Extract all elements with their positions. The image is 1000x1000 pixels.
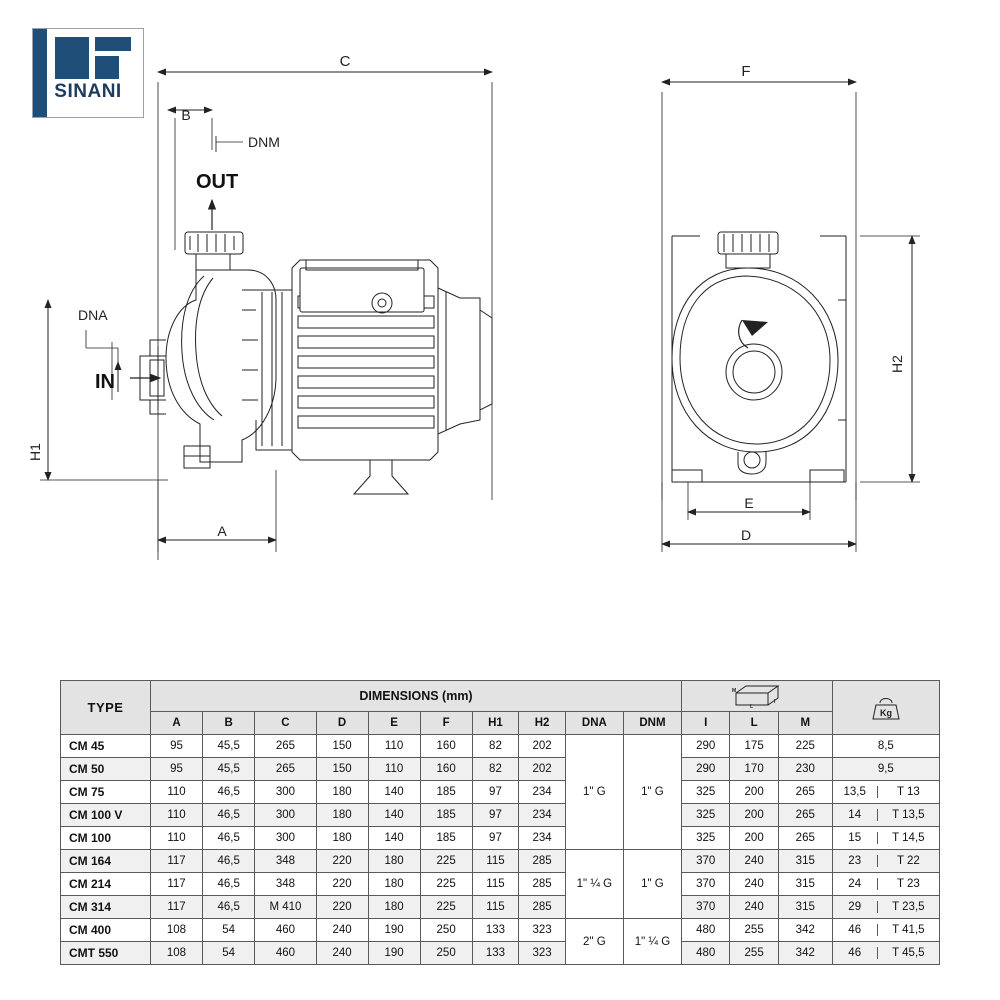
cell-dna: 2" G (565, 919, 623, 965)
cell-type: CM 50 (61, 758, 151, 781)
cell-d: 180 (316, 827, 368, 850)
cell-d: 240 (316, 942, 368, 965)
cell-f: 185 (420, 804, 472, 827)
cell-b: 46,5 (203, 781, 255, 804)
dim-label-f: F (741, 63, 751, 80)
cell-weight: 29 T 23,5 (832, 896, 939, 919)
cell-h2: 234 (519, 804, 566, 827)
cell-f: 185 (420, 781, 472, 804)
cell-f: 250 (420, 942, 472, 965)
cell-e: 140 (368, 804, 420, 827)
cell-i: 325 (682, 781, 730, 804)
dim-label-dnm: DNM (248, 134, 280, 150)
cell-i: 370 (682, 873, 730, 896)
svg-text:L: L (749, 704, 753, 709)
header-col-dna: DNA (565, 712, 623, 735)
cell-h1: 97 (472, 827, 519, 850)
cell-h2: 202 (519, 735, 566, 758)
cell-c: M 410 (255, 896, 316, 919)
cell-e: 190 (368, 942, 420, 965)
cell-h1: 115 (472, 896, 519, 919)
svg-text:I: I (773, 699, 776, 705)
table-header-row-2 (61, 712, 940, 735)
cell-i: 290 (682, 758, 730, 781)
cell-i: 370 (682, 850, 730, 873)
cell-e: 180 (368, 850, 420, 873)
cell-type: CM 214 (61, 873, 151, 896)
cell-type: CM 314 (61, 896, 151, 919)
cell-l: 170 (730, 758, 778, 781)
dimensions-table-wrapper (60, 680, 940, 965)
cell-b: 46,5 (203, 850, 255, 873)
cell-a: 110 (150, 827, 202, 850)
cell-m: 265 (778, 827, 832, 850)
cell-a: 117 (150, 850, 202, 873)
cell-m: 225 (778, 735, 832, 758)
cell-a: 95 (150, 735, 202, 758)
header-col-m: M (778, 712, 832, 735)
cell-d: 180 (316, 781, 368, 804)
cell-a: 95 (150, 758, 202, 781)
cell-c: 265 (255, 735, 316, 758)
logo-text: SINANI (54, 81, 122, 102)
cell-b: 46,5 (203, 873, 255, 896)
table-row (61, 758, 940, 781)
cell-h2: 323 (519, 919, 566, 942)
cell-b: 45,5 (203, 735, 255, 758)
dim-label-dna: DNA (78, 307, 108, 323)
cell-f: 160 (420, 758, 472, 781)
cell-a: 110 (150, 781, 202, 804)
table-row (61, 942, 940, 965)
cell-b: 45,5 (203, 758, 255, 781)
header-dimensions: DIMENSIONS (mm) (150, 681, 681, 712)
header-col-dnm: DNM (623, 712, 681, 735)
flow-label-in: IN (95, 371, 115, 393)
table-row (61, 919, 940, 942)
cell-i: 480 (682, 919, 730, 942)
svg-text:Kg: Kg (879, 707, 892, 718)
cell-weight: 9,5 (832, 758, 939, 781)
cell-c: 460 (255, 919, 316, 942)
cell-h2: 285 (519, 850, 566, 873)
cell-b: 54 (203, 942, 255, 965)
cell-dna: 1" ¼ G (565, 850, 623, 919)
table-row (61, 781, 940, 804)
cell-h1: 115 (472, 873, 519, 896)
cell-c: 460 (255, 942, 316, 965)
cell-f: 225 (420, 896, 472, 919)
cell-l: 255 (730, 919, 778, 942)
cell-e: 110 (368, 735, 420, 758)
cell-a: 117 (150, 873, 202, 896)
cell-weight: 13,5 T 13 (832, 781, 939, 804)
cell-weight: 8,5 (832, 735, 939, 758)
header-col-f: F (420, 712, 472, 735)
cell-h1: 82 (472, 758, 519, 781)
cell-c: 348 (255, 873, 316, 896)
cell-a: 110 (150, 804, 202, 827)
cell-weight: 23 T 22 (832, 850, 939, 873)
dim-label-d: D (740, 527, 752, 543)
cell-m: 315 (778, 850, 832, 873)
cell-d: 150 (316, 758, 368, 781)
cell-dnm: 1" G (623, 735, 681, 850)
cell-type: CM 45 (61, 735, 151, 758)
cell-l: 240 (730, 850, 778, 873)
header-col-l: L (730, 712, 778, 735)
header-weight (832, 681, 939, 735)
cell-h1: 133 (472, 919, 519, 942)
dim-label-h2: H2 (889, 355, 905, 373)
cell-f: 225 (420, 873, 472, 896)
cell-e: 180 (368, 896, 420, 919)
cell-type: CM 164 (61, 850, 151, 873)
cell-m: 265 (778, 781, 832, 804)
cell-d: 180 (316, 804, 368, 827)
cell-weight: 14 T 13,5 (832, 804, 939, 827)
cell-e: 140 (368, 827, 420, 850)
cell-l: 175 (730, 735, 778, 758)
cell-d: 150 (316, 735, 368, 758)
cell-f: 250 (420, 919, 472, 942)
cell-i: 325 (682, 827, 730, 850)
cell-f: 225 (420, 850, 472, 873)
cell-a: 108 (150, 942, 202, 965)
cell-m: 315 (778, 873, 832, 896)
cell-dna: 1" G (565, 735, 623, 850)
header-col-h1: H1 (472, 712, 519, 735)
cell-dnm: 1" G (623, 850, 681, 919)
dimensions-table (60, 680, 940, 965)
cell-type: CM 400 (61, 919, 151, 942)
dim-label-a: A (217, 523, 227, 539)
cell-l: 200 (730, 804, 778, 827)
cell-weight: 24 T 23 (832, 873, 939, 896)
cell-a: 117 (150, 896, 202, 919)
cell-d: 240 (316, 919, 368, 942)
cell-h2: 234 (519, 781, 566, 804)
table-row (61, 873, 940, 896)
cell-weight: 46 T 41,5 (832, 919, 939, 942)
cell-m: 265 (778, 804, 832, 827)
cell-type: CM 100 (61, 827, 151, 850)
cell-m: 342 (778, 942, 832, 965)
cell-b: 54 (203, 919, 255, 942)
cell-type: CM 100 V (61, 804, 151, 827)
header-col-h2: H2 (519, 712, 566, 735)
cell-h2: 285 (519, 873, 566, 896)
cell-type: CMT 550 (61, 942, 151, 965)
cell-h1: 115 (472, 850, 519, 873)
cell-d: 220 (316, 896, 368, 919)
cell-type: CM 75 (61, 781, 151, 804)
cell-h1: 97 (472, 804, 519, 827)
cell-c: 265 (255, 758, 316, 781)
cell-i: 480 (682, 942, 730, 965)
header-package-icon (682, 681, 833, 712)
cell-l: 200 (730, 827, 778, 850)
svg-text:M: M (731, 688, 737, 694)
cell-e: 110 (368, 758, 420, 781)
cell-weight: 46 T 45,5 (832, 942, 939, 965)
cell-e: 180 (368, 873, 420, 896)
cell-h1: 97 (472, 781, 519, 804)
table-row (61, 804, 940, 827)
cell-l: 200 (730, 781, 778, 804)
cell-m: 342 (778, 919, 832, 942)
header-col-c: C (255, 712, 316, 735)
header-type: TYPE (61, 681, 151, 735)
cell-f: 185 (420, 827, 472, 850)
table-row (61, 735, 940, 758)
table-row (61, 850, 940, 873)
cell-l: 240 (730, 896, 778, 919)
cell-dnm: 1" ¼ G (623, 919, 681, 965)
cell-h2: 202 (519, 758, 566, 781)
cell-i: 325 (682, 804, 730, 827)
cell-c: 300 (255, 781, 316, 804)
cell-m: 315 (778, 896, 832, 919)
cell-b: 46,5 (203, 896, 255, 919)
table-body (61, 735, 940, 965)
cell-c: 348 (255, 850, 316, 873)
cell-c: 300 (255, 827, 316, 850)
dim-label-c: C (339, 53, 351, 70)
cell-f: 160 (420, 735, 472, 758)
cell-a: 108 (150, 919, 202, 942)
cell-c: 300 (255, 804, 316, 827)
header-col-e: E (368, 712, 420, 735)
table-row (61, 896, 940, 919)
cell-b: 46,5 (203, 804, 255, 827)
flow-label-out: OUT (196, 171, 239, 193)
header-col-b: B (203, 712, 255, 735)
cell-h1: 133 (472, 942, 519, 965)
cell-d: 220 (316, 850, 368, 873)
table-row (61, 827, 940, 850)
dim-label-b: B (181, 107, 191, 123)
header-col-d: D (316, 712, 368, 735)
table-header-row-1 (61, 681, 940, 712)
cell-b: 46,5 (203, 827, 255, 850)
cell-i: 370 (682, 896, 730, 919)
dim-label-e: E (744, 495, 754, 511)
cell-i: 290 (682, 735, 730, 758)
cell-d: 220 (316, 873, 368, 896)
cell-weight: 15 T 14,5 (832, 827, 939, 850)
cell-h1: 82 (472, 735, 519, 758)
cell-l: 240 (730, 873, 778, 896)
cell-l: 255 (730, 942, 778, 965)
cell-h2: 234 (519, 827, 566, 850)
cell-e: 140 (368, 781, 420, 804)
cell-m: 230 (778, 758, 832, 781)
cell-h2: 285 (519, 896, 566, 919)
cell-e: 190 (368, 919, 420, 942)
header-col-i: I (682, 712, 730, 735)
dim-label-h1: H1 (27, 443, 43, 461)
header-col-a: A (150, 712, 202, 735)
cell-h2: 323 (519, 942, 566, 965)
